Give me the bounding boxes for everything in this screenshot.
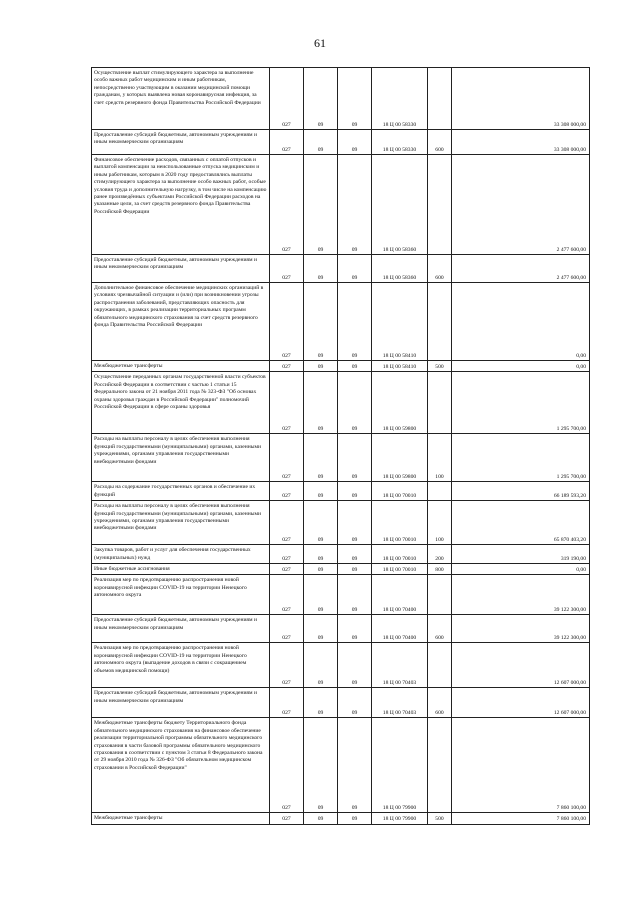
row-rz: 09	[304, 361, 338, 372]
row-sum: 33 308 000,00	[452, 130, 590, 155]
row-sum: 0,00	[452, 283, 590, 361]
row-gr: 027	[270, 718, 304, 813]
table-row	[92, 575, 590, 615]
row-csr: 18 Ц 00 70010	[372, 545, 428, 564]
table-row	[92, 130, 590, 155]
row-gr: 027	[270, 643, 304, 688]
row-rz: 09	[304, 564, 338, 575]
row-pr: 09	[338, 545, 372, 564]
row-name: Предоставление субсидий бюджетным, автономным учреждениям и иным некоммерческим организациям	[92, 688, 270, 718]
row-rz: 09	[304, 688, 338, 718]
table-row	[92, 688, 590, 718]
row-sum: 1 295 700,00	[452, 434, 590, 482]
row-pr: 09	[338, 372, 372, 434]
budget-table	[91, 67, 590, 825]
row-rz: 09	[304, 68, 338, 130]
row-vr: 800	[428, 564, 452, 575]
row-sum: 39 122 300,00	[452, 575, 590, 615]
row-name: Расходы на выплаты персоналу в целях обеспечения выполнения функций государственными (муниципальными) органами, казенными учреждениями, органами управления государственными внебюджетными фондами	[92, 501, 270, 545]
row-csr: 18 Ц 00 58330	[372, 68, 428, 130]
row-vr	[428, 155, 452, 255]
table-row	[92, 501, 590, 545]
row-csr: 18 Ц 00 70400	[372, 615, 428, 643]
row-name: Межбюджетные трансферты	[92, 813, 270, 824]
row-sum: 1 295 700,00	[452, 372, 590, 434]
row-name: Дополнительное финансовое обеспечение медицинских организаций в условиях чрезвычайной ситуации и (или) при возникновении угрозы распространения заболеваний, представляющих опасность для окружающих, в рамках реализации территориальных программ обязательного медицинского страхования за счет средств резервного фонда Правительства Российской Федерации	[92, 283, 270, 361]
row-pr: 09	[338, 643, 372, 688]
row-csr: 18 Ц 00 79900	[372, 718, 428, 813]
row-vr: 500	[428, 813, 452, 824]
table-row	[92, 482, 590, 501]
row-name: Предоставление субсидий бюджетным, автономным учреждениям и иным некоммерческим организациям	[92, 130, 270, 155]
row-csr: 18 Ц 00 58360	[372, 155, 428, 255]
row-gr: 027	[270, 283, 304, 361]
table-row	[92, 643, 590, 688]
row-sum: 33 308 000,00	[452, 68, 590, 130]
row-name: Предоставление субсидий бюджетным, автономным учреждениям и иным некоммерческим организациям	[92, 615, 270, 643]
row-csr: 18 Ц 00 58360	[372, 255, 428, 283]
row-vr: 100	[428, 434, 452, 482]
row-rz: 09	[304, 130, 338, 155]
row-vr: 500	[428, 361, 452, 372]
row-vr	[428, 68, 452, 130]
row-pr: 09	[338, 615, 372, 643]
row-gr: 027	[270, 255, 304, 283]
row-rz: 09	[304, 643, 338, 688]
row-csr: 18 Ц 00 70010	[372, 564, 428, 575]
row-name: Закупка товаров, работ и услуг для обеспечения государственных (муниципальных) нужд	[92, 545, 270, 564]
row-csr: 18 Ц 00 70403	[372, 688, 428, 718]
row-pr: 09	[338, 130, 372, 155]
row-name: Осуществление выплат стимулирующего характера за выполнение особо важных работ медицинским и иным работникам, непосредственно участвующим в оказании медицинской помощи гражданам, у которых выявлена новая коронавирусная инфекция, за счет средств резервного фонда Правительства Российской Федерации	[92, 68, 270, 130]
table-row	[92, 155, 590, 255]
row-sum: 39 122 300,00	[452, 615, 590, 643]
page-number: 61	[314, 36, 326, 50]
row-pr: 09	[338, 361, 372, 372]
row-sum: 2 477 600,00	[452, 155, 590, 255]
table-row	[92, 68, 590, 130]
row-gr: 027	[270, 615, 304, 643]
row-rz: 09	[304, 718, 338, 813]
table-row	[92, 564, 590, 575]
row-gr: 027	[270, 372, 304, 434]
row-vr	[428, 482, 452, 501]
row-gr: 027	[270, 688, 304, 718]
row-gr: 027	[270, 813, 304, 824]
row-name: Осуществление переданных органам государственной власти субъектов Российской Федерации в соответствии с частью 1 статьи 15 Федерального закона от 21 ноября 2011 года № 323-ФЗ "Об основах охраны здоровья граждан в Российской Федерации" полномочий Российской Федерации в сфере охраны здоровья	[92, 372, 270, 434]
row-rz: 09	[304, 501, 338, 545]
row-gr: 027	[270, 564, 304, 575]
row-vr: 100	[428, 501, 452, 545]
row-pr: 09	[338, 575, 372, 615]
row-rz: 09	[304, 575, 338, 615]
table-row	[92, 813, 590, 824]
row-vr: 200	[428, 545, 452, 564]
row-rz: 09	[304, 372, 338, 434]
row-pr: 09	[338, 501, 372, 545]
row-csr: 18 Ц 00 70400	[372, 575, 428, 615]
row-gr: 027	[270, 155, 304, 255]
row-gr: 027	[270, 361, 304, 372]
row-vr: 600	[428, 130, 452, 155]
row-csr: 18 Ц 00 70010	[372, 482, 428, 501]
row-name: Расходы на содержание государственных органов и обеспечение их функций	[92, 482, 270, 501]
table-row	[92, 361, 590, 372]
table-row	[92, 718, 590, 813]
row-name: Финансовое обеспечение расходов, связанных с оплатой отпусков и выплатой компенсации за неиспользованные отпуска медицинским и иным работникам, которым в 2020 году предоставлялись выплаты стимулирующего характера за выполнение особо важных работ, особые условия труда и дополнительную нагрузку, в том числе на компенсацию ранее произведённых субъектами Российской Федерации расходов на указанные цели, за счет средств резервного фонда Правительства Российской Федерации	[92, 155, 270, 255]
row-gr: 027	[270, 130, 304, 155]
row-vr	[428, 283, 452, 361]
row-name: Предоставление субсидий бюджетным, автономным учреждениям и иным некоммерческим организациям	[92, 255, 270, 283]
row-pr: 09	[338, 688, 372, 718]
row-sum: 2 477 600,00	[452, 255, 590, 283]
row-name: Межбюджетные трансферты бюджету Территориального фонда обязательного медицинского страхования на финансовое обеспечение реализации территориальной программы обязательного медицинского страхования в части базовой программы обязательного медицинского страхования в соответствии с пунктом 3 статьи 8 Федерального закона от 29 ноября 2010 года № 326-ФЗ "Об обязательном медицинском страховании в Российской Федерации"	[92, 718, 270, 813]
row-name: Реализация мер по предотвращению распространения новой коронавирусной инфекции COVID-19 на территории Ненецкого автономного округа	[92, 575, 270, 615]
row-sum: 319 190,00	[452, 545, 590, 564]
row-pr: 09	[338, 68, 372, 130]
row-csr: 18 Ц 00 70010	[372, 501, 428, 545]
row-sum: 66 189 593,20	[452, 482, 590, 501]
table-row	[92, 283, 590, 361]
row-gr: 027	[270, 575, 304, 615]
table-row	[92, 372, 590, 434]
row-vr	[428, 372, 452, 434]
row-csr: 18 Ц 00 70403	[372, 643, 428, 688]
row-rz: 09	[304, 155, 338, 255]
row-pr: 09	[338, 283, 372, 361]
row-rz: 09	[304, 615, 338, 643]
row-sum: 7 860 100,00	[452, 718, 590, 813]
row-csr: 18 Ц 00 58330	[372, 130, 428, 155]
row-pr: 09	[338, 564, 372, 575]
row-pr: 09	[338, 434, 372, 482]
table-row	[92, 434, 590, 482]
row-sum: 12 607 000,00	[452, 643, 590, 688]
row-name: Реализация мер по предотвращению распространения новой коронавирусной инфекции COVID-19 на территории Ненецкого автономного округа (выпадение доходов в связи с сокращением объемов медицинской помощи)	[92, 643, 270, 688]
row-name: Расходы на выплаты персоналу в целях обеспечения выполнения функций государственными (муниципальными) органами, казенными учреждениями, органами управления государственными внебюджетными фондами	[92, 434, 270, 482]
row-rz: 09	[304, 482, 338, 501]
row-pr: 09	[338, 255, 372, 283]
row-csr: 18 Ц 00 59800	[372, 372, 428, 434]
row-vr	[428, 718, 452, 813]
row-pr: 09	[338, 155, 372, 255]
row-rz: 09	[304, 434, 338, 482]
row-sum: 7 860 100,00	[452, 813, 590, 824]
row-gr: 027	[270, 545, 304, 564]
row-csr: 18 Ц 00 59800	[372, 434, 428, 482]
row-sum: 0,00	[452, 564, 590, 575]
row-csr: 18 Ц 00 58410	[372, 283, 428, 361]
row-csr: 18 Ц 00 79900	[372, 813, 428, 824]
row-sum: 65 870 403,20	[452, 501, 590, 545]
row-sum: 12 607 000,00	[452, 688, 590, 718]
row-vr: 600	[428, 688, 452, 718]
row-sum: 0,00	[452, 361, 590, 372]
row-rz: 09	[304, 545, 338, 564]
row-pr: 09	[338, 482, 372, 501]
row-vr: 600	[428, 255, 452, 283]
table-row	[92, 545, 590, 564]
row-name: Иные бюджетные ассигнования	[92, 564, 270, 575]
row-vr	[428, 575, 452, 615]
row-rz: 09	[304, 813, 338, 824]
row-pr: 09	[338, 718, 372, 813]
row-gr: 027	[270, 501, 304, 545]
row-gr: 027	[270, 434, 304, 482]
row-name: Межбюджетные трансферты	[92, 361, 270, 372]
row-vr: 600	[428, 615, 452, 643]
row-gr: 027	[270, 68, 304, 130]
row-rz: 09	[304, 283, 338, 361]
row-pr: 09	[338, 813, 372, 824]
row-vr	[428, 643, 452, 688]
table-row	[92, 615, 590, 643]
row-rz: 09	[304, 255, 338, 283]
row-gr: 027	[270, 482, 304, 501]
table-row	[92, 255, 590, 283]
row-csr: 18 Ц 00 58410	[372, 361, 428, 372]
